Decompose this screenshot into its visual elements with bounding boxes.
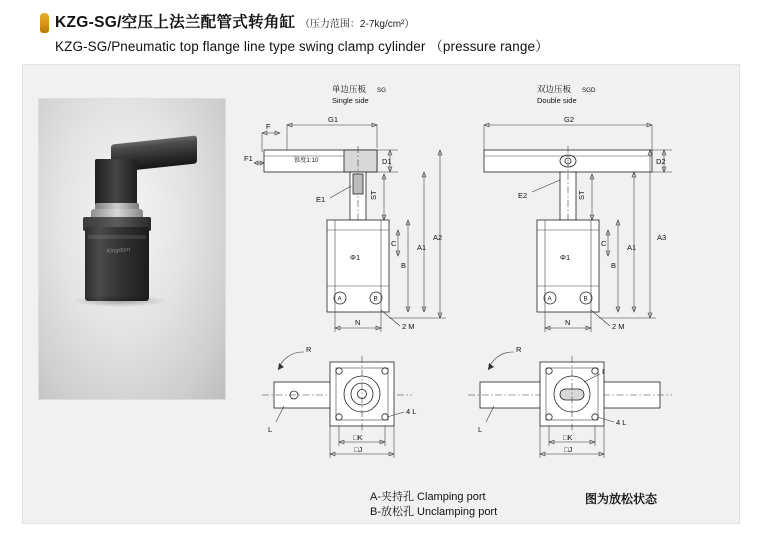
page-header (40, 10, 740, 55)
dim-r-2: R (516, 345, 522, 354)
dim-a1: A1 (417, 243, 427, 252)
dim-c: C (391, 239, 397, 248)
dim-d2: D2 (656, 157, 666, 166)
dim-i: I (602, 367, 605, 376)
page-title-en: KZG-SG/Pneumatic top flange line type swing clamp cylinder （pressure range） (55, 39, 549, 54)
single-side-label-code: SG (377, 87, 386, 94)
drawing-plan-double (468, 345, 672, 458)
clamp-tower (95, 159, 137, 209)
dim-phi1: Φ1 (350, 253, 361, 262)
product-photo (38, 98, 226, 400)
dim-g2: G2 (564, 115, 575, 124)
dim-b-2: B (611, 261, 617, 270)
brand-logo: Kingdom (106, 247, 131, 255)
port-legend (370, 490, 497, 520)
dim-n: N (355, 318, 361, 327)
single-side-label-cn: 单边压板 (332, 84, 367, 94)
port-b-right: B (583, 295, 588, 303)
pressure-range-note: （压力范围：2-7kg/cm²） (299, 19, 415, 30)
dim-l: L (268, 425, 273, 434)
dim-2m-2: 2 M (612, 322, 625, 331)
double-side-label-code: SGD (582, 87, 596, 94)
drawing-plan-single (262, 345, 416, 458)
dim-a3: A3 (657, 233, 667, 242)
dim-b: B (401, 261, 407, 270)
dim-2m: 2 M (402, 322, 415, 331)
dim-c-2: C (601, 239, 607, 248)
photo-shadow (73, 295, 167, 307)
single-side-label-en: Single side (332, 96, 369, 105)
drawing-single-side (244, 84, 446, 332)
dim-st: ST (369, 190, 378, 200)
dim-d1: D1 (382, 157, 392, 166)
dim-l-2: L (478, 425, 483, 434)
dim-4l: 4 L (406, 407, 417, 416)
technical-drawing (232, 70, 742, 530)
port-legend-b: B-放松孔 Unclamping port (370, 506, 498, 518)
dim-n-2: N (565, 318, 571, 327)
dim-4l-2: 4 L (616, 418, 627, 427)
dim-e1: E1 (316, 195, 326, 204)
drawing-double-side (484, 84, 672, 332)
port-a-right: A (547, 295, 552, 303)
dim-j-2: □J (564, 445, 573, 454)
dim-r: R (306, 345, 312, 354)
port-legend-a: A-夹持孔 Clamping port (370, 491, 486, 503)
double-side-label-en: Double side (537, 96, 577, 105)
dim-a1-2: A1 (627, 243, 637, 252)
dim-a2: A2 (433, 233, 443, 242)
state-note: 图为放松状态 (585, 492, 658, 506)
port-b-left: B (373, 295, 378, 303)
title-row (40, 10, 740, 33)
dim-f1: F1 (244, 154, 253, 163)
port-a-left: A (337, 295, 342, 303)
dim-k: □K (353, 433, 363, 442)
page-title-cn: KZG-SG/空压上法兰配管式转角缸 (55, 14, 296, 31)
dim-e2: E2 (518, 191, 528, 200)
dim-phi1-2: Φ1 (560, 253, 571, 262)
dim-j: □J (354, 445, 363, 454)
dim-k-2: □K (563, 433, 573, 442)
taper-note: 锥度1:10 (294, 157, 319, 164)
dim-f: F (266, 122, 271, 131)
double-side-label-cn: 双边压板 (537, 84, 572, 94)
dim-g1: G1 (328, 115, 339, 124)
dim-st-2: ST (577, 190, 586, 200)
bullet-icon (40, 13, 49, 33)
